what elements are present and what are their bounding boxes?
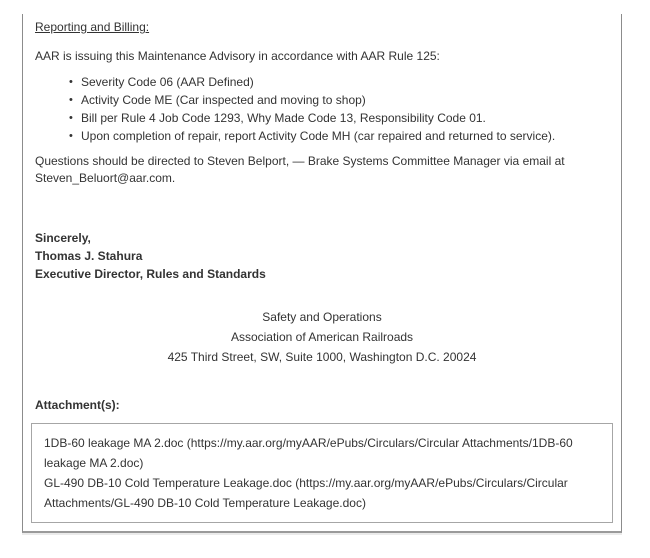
closing-salutation: Sincerely, <box>35 231 91 245</box>
org-department: Safety and Operations <box>262 310 382 324</box>
attachment-item-gl-490: GL-490 DB-10 Cold Temperature Leakage.doc (https://my.aar.org/myAAR/ePubs/Circulars/Circular Attachments/GL-490 DB-10 Cold Temperature Leakage.doc) <box>44 476 568 510</box>
organization-block <box>35 307 609 367</box>
bullet-item-severity-code: • Severity Code 06 (AAR Defined) <box>81 73 609 91</box>
attachment-item-1db-60: 1DB-60 leakage MA 2.doc (https://my.aar.org/myAAR/ePubs/Circulars/Circular Attachments/1DB-60 leakage MA 2.doc) <box>44 436 573 470</box>
attachments-box <box>31 423 613 523</box>
bullet-item-completion-report: • Upon completion of repair, report Activity Code MH (car repaired and returned to service). <box>81 127 609 145</box>
closing-name: Thomas J. Stahura <box>35 249 143 263</box>
signature-block <box>35 229 609 283</box>
document-page <box>22 14 622 533</box>
section-heading-reporting-and-billing: Reporting and Billing: <box>35 20 150 34</box>
document-content <box>23 14 621 523</box>
closing-title: Executive Director, Rules and Standards <box>35 267 266 281</box>
bullet-item-activity-code: • Activity Code ME (Car inspected and moving to shop) <box>81 91 609 109</box>
attachments-heading: Attachment(s): <box>35 398 120 412</box>
bullet-item-bill-rule: • Bill per Rule 4 Job Code 1293, Why Made Code 13, Responsibility Code 01. <box>81 109 609 127</box>
intro-paragraph: AAR is issuing this Maintenance Advisory in accordance with AAR Rule 125: <box>35 49 440 63</box>
contact-paragraph: Questions should be directed to Steven Belport, — Brake Systems Committee Manager via email at Steven_Beluort@aar.com. <box>35 154 565 185</box>
org-address: 425 Third Street, SW, Suite 1000, Washington D.C. 20024 <box>167 350 477 364</box>
org-name: Association of American Railroads <box>230 330 414 344</box>
billing-bullet-list <box>35 73 609 145</box>
